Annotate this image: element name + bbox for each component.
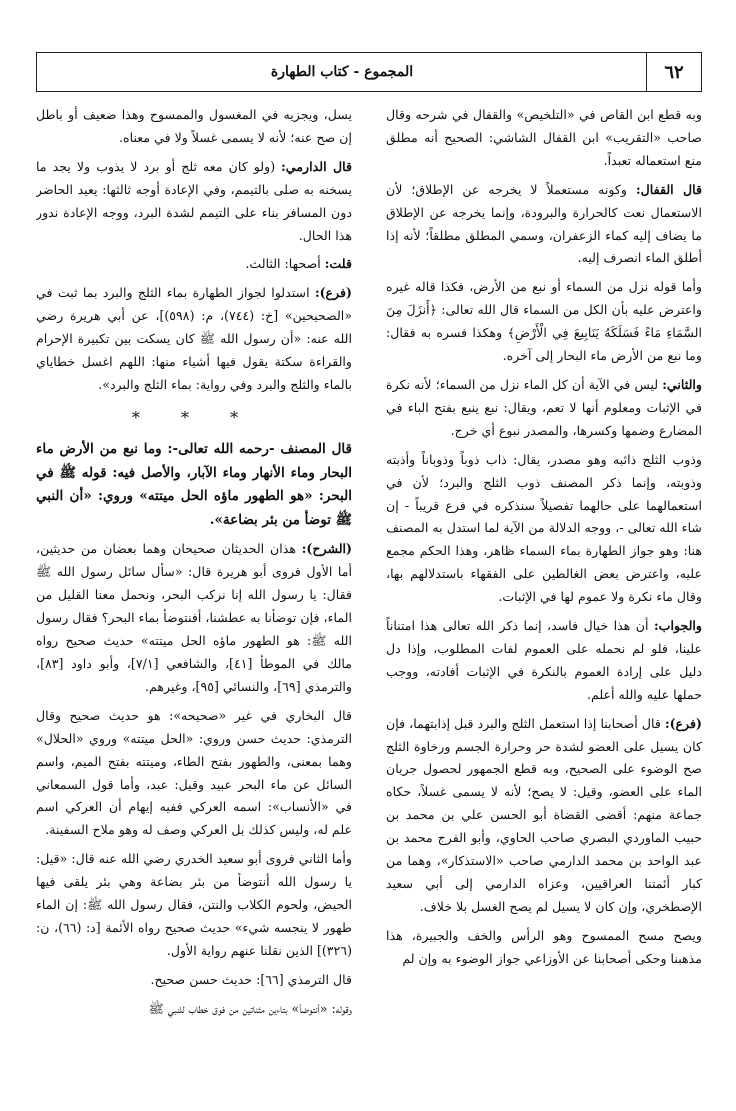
paragraph-text: وأما قوله نزل من السماء أو نبع من الأرض، فكذا قاله غيره واعترض عليه بأن الكل من السماء قال الله تعالى: ﴿أَنزَلَ مِنَ السَّمَاءِ مَاءً فَسَلَكَهُ يَنَابِيعَ فِي الْأَرْضِ﴾ وهكذا فسره به فقال: وما نبع من الأرض ماء البحار إلى آخره. — [386, 279, 702, 364]
paragraph-text: قال الترمذي [٦٦]: حديث حسن صحيح. — [150, 971, 352, 987]
paragraph — [36, 104, 352, 150]
left-column — [36, 104, 352, 1104]
paragraph — [386, 374, 702, 443]
paragraph — [386, 713, 702, 919]
paragraph — [36, 253, 352, 276]
paragraph — [386, 449, 702, 609]
paragraph — [36, 969, 352, 992]
paragraph — [36, 998, 352, 1021]
paragraph-text: وكونه مستعملاً لا يخرجه عن الإطلاق؛ لأن الاستعمال نعت كالحرارة والبرودة، وإنما يخرجه عن الإطلاق ما يضاف إليه كماء الزعفران، وسمي المطلق مطلقاً؛ لأنه إذا أطلق الماء انصرف إليه. — [386, 181, 702, 266]
paragraph-lead: والثاني: — [662, 376, 702, 392]
paragraph-lead: قلت: — [324, 256, 352, 272]
paragraph-text: هذان الحديثان صحيحان وهما بعضان من حديثين، أما الأول فروى أبو هريرة قال: «سأل سائل رسول الله ﷺ فقال: يا رسول الله إنا نركب البحر، ونحمل معنا القليل من الماء، فإن توضأنا به عطشنا، أفنتوضأ بماء البحر؟ فقال رسول الله ﷺ: هو الطهور ماؤه الحل ميتته» حديث صحيح رواه مالك في الموطأ [٤١]، والشافعي [٧/١]، وأبو داود [٨٣]، والترمذي [٦٩]، والنسائي [٩٥]، وغيرهم. — [36, 541, 352, 694]
paragraph-text: أصحها: الثالث. — [245, 256, 325, 272]
paragraph — [386, 104, 702, 173]
paragraph-text: ويصح مسح الممسوح وهو الرأس والخف والجبيرة، هذا مذهبنا وحكى أصحابنا عن الأوزاعي جواز الوضوء به وإن لم — [386, 927, 702, 966]
paragraph-text: يسل، ويجزيه في المغسول والممسوح وهذا ضعيف أو باطل إن صح عنه؛ لأنه لا يسمى غسلاً ولا في معناه. — [36, 107, 352, 145]
page-number: ٦٢ — [646, 53, 701, 91]
paragraph-text: أن هذا خيال فاسد، إنما ذكر الله تعالى هذا امتناناً علينا، فلو لم نحمله على العموم لفات المطلوب، وإذا دل دليل على إرادة العموم بالنكرة في الإثبات أفادته، ووجب حملها عليه والله أعلم. — [386, 618, 702, 702]
paragraph — [386, 179, 702, 271]
section-divider: * * * — [131, 407, 257, 427]
paragraph-text: قال البخاري في غير «صحيحه»: هو حديث صحيح وقال الترمذي: حديث حسن وروي: «الحل ميتته» وروي «الحلال» وهما بمعنى، والطهور بفتح الطاء، وميتته بفتح الميم، واسم السائل عن ماء البحر عبيد وقيل: عبد، وأما قول السمعاني في «الأنساب»: اسمه العركي ففيه إيهام أن العركي اسم علم له، وليس كذلك بل العركي وصف له وهو ملاح السفينة. — [36, 707, 352, 838]
paragraph — [386, 276, 702, 368]
paragraph-lead: (فرع): — [314, 285, 352, 301]
paragraph — [36, 538, 352, 698]
header-frame — [36, 52, 702, 92]
paragraph-lead: (فرع): — [664, 715, 702, 731]
paragraph-text: قال أصحابنا إذا استعمل الثلج والبرد قبل إذابتهما، فإن كان يسيل على العضو لشدة حر وحرارة الجسم ورخاوة الثلج صح الوضوء على الصحيح، وبه قطع الجمهور لحصول جريان الماء على العضو، وقيل: لا يصح؛ لأنه لا يسمى غسلاً، حكاه جماعة منهم: أقضى القضاة أبو الحسن علي بن محمد بن حبيب الماوردي البصري صاحب الحاوي، وأبو الفرج محمد بن عبد الواحد بن محمد الدارمي صاحب «الاستذكار»، وهما من كبار أئمتنا العراقيين، وعزاه الدارمي إلى أبي سعيد الإصطخري، وإن كان لا يسيل لم يصح الغسل بلا خلاف. — [386, 715, 702, 914]
paragraph-lead: قال القفال: — [635, 181, 702, 197]
paragraph — [386, 925, 702, 971]
paragraph — [36, 156, 352, 248]
matn-text: قال المصنف -رحمه الله تعالى-: وما نبع من الأرض ماء البحار وماء الأنهار وماء الآبار، والأصل فيه: قوله ﷺ في البحر: «هو الطهور ماؤه الحل ميتته» وروي: «أن النبي ﷺ توضأ من بئر بضاعة». — [36, 440, 352, 528]
paragraph-text: ليس في الآية أن كل الماء نزل من السماء؛ لأنه نكرة في الإثبات ومعلوم أنها لا تعم، ويقال: نبع ينبع بفتح الباء في المضارع وضمها وكسرها، والمصدر نبوع أي خرج. — [386, 376, 702, 438]
paragraph-lead: والجواب: — [653, 618, 702, 634]
running-title: المجموع - كتاب الطهارة — [270, 64, 414, 80]
paragraph-text: وبه قطع ابن القاص في «التلخيص» والقفال في شرحه وقال صاحب «التقريب» ابن القفال الشاشي: الصحيح أنه مطلق منع استعماله تعبداً. — [386, 107, 702, 168]
paragraph-text: (ولو كان معه ثلج أو برد لا يذوب ولا يجد ما يسخنه به صلى بالتيمم، وفي الإعادة أوجه ثالثها: يعيد الحاضر دون المسافر بناء على التيمم لشدة البرد، ووجه الإعادة ندور هذا الحال. — [36, 158, 352, 243]
paragraph — [36, 848, 352, 963]
paragraph-lead: (الشرح): — [301, 541, 352, 557]
right-column — [386, 104, 702, 1104]
paragraph — [36, 282, 352, 397]
paragraph-text: وأما الثاني فروى أبو سعيد الخدري رضي الله عنه قال: «قيل: يا رسول الله أنتوضأ من بئر بضاعة وهي بئر يلقى فيها الحيض، ولحوم الكلاب والنتن، فقال رسول الله ﷺ: إن الماء طهور لا ينجسه شيء» حديث صحيح رواه الأئمة [د: (٦٦)، ن: (٣٢٦)] الذين نقلنا عنهم رواية الأول. — [36, 851, 352, 958]
paragraph — [386, 615, 702, 707]
paragraph-text: استدلوا لجواز الطهارة بماء الثلج والبرد بما ثبت في «الصحيحين» [خ: (٧٤٤)، م: (٥٩٨)]، عن أبي هريرة رضي الله عنه: «أن رسول الله ﷺ كان يسكت بين تكبيرة الإحرام والقراءة سكتة يقول فيها أشياء منها: اللهم اغسل خطاياي بالماء والثلج والبرد وفي رواية: بماء الثلج والبرد». — [36, 285, 352, 392]
paragraph-text: وذوب الثلج ذائبه وهو مصدر، يقال: ذاب ذوباً وذوباناً وأذبته وذوبته، وإنما ذكر المصنف ذوب الثلج والبرد؛ لأن في استعمالهما على حالهما تفصيلاً سنذكره في فرع قريباً - إن شاء الله تعالى -، ووجه الدلالة من الآية لما استدل به المصنف هنا: وهو جواز الطهارة بماء السماء ظاهر، وهذا الحكم مجمع عليه، واعترض بعض الغالطين على الفقهاء باستدلالهم بها، وقال ماء نكرة ولا عموم لها في الإثبات. — [386, 451, 702, 605]
paragraph — [36, 705, 352, 842]
paragraph-lead: قال الدارمي: — [281, 158, 352, 174]
paragraph-text: وقوله: «أنتوضأ» بتاءين مثناتين من فوق خطاب للنبي ﷺ — [148, 1000, 352, 1016]
